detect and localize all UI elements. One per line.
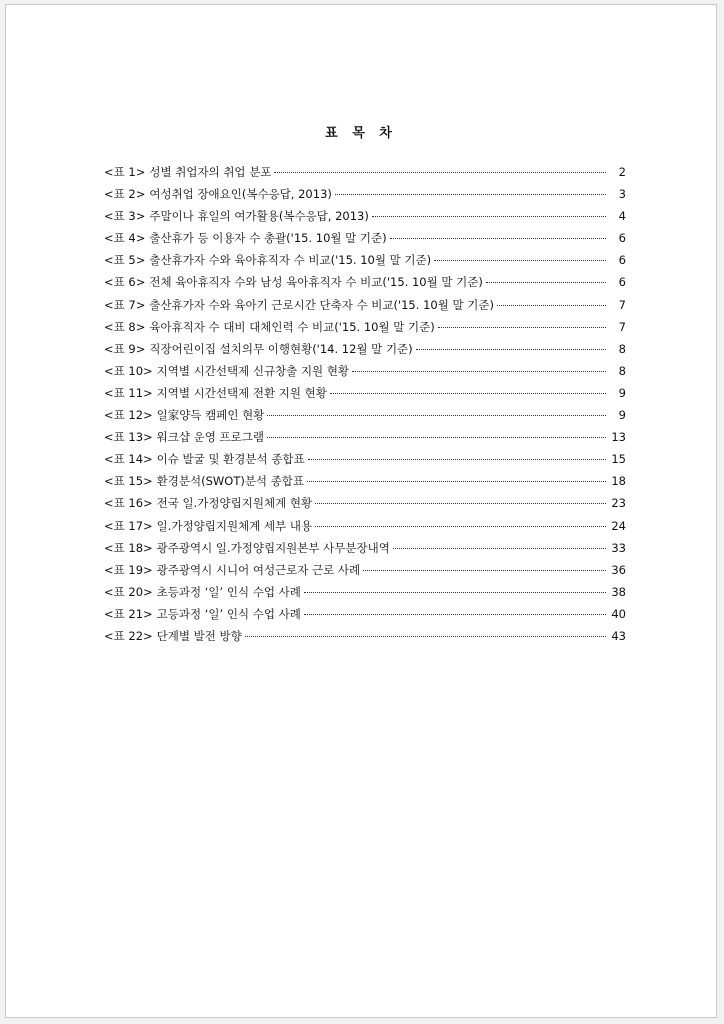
entry-page: 6 xyxy=(618,275,626,290)
entry-page: 36 xyxy=(611,562,626,577)
dot-leader xyxy=(438,327,606,328)
entry-title: 고등과정 ‘일’ 인식 수업 사례 xyxy=(156,606,301,621)
toc-entry xyxy=(104,429,626,451)
table-of-contents xyxy=(104,164,626,650)
toc-entry xyxy=(104,208,626,230)
dot-leader xyxy=(352,371,606,372)
entry-page: 15 xyxy=(611,452,626,467)
toc-entry xyxy=(104,606,626,628)
page-title: 표 목 차 xyxy=(325,126,397,141)
entry-number: <표 13> xyxy=(104,430,153,445)
entry-page: 23 xyxy=(611,496,626,511)
entry-title: 지역별 시간선택제 신규창출 지원 현황 xyxy=(156,363,350,378)
entry-page: 38 xyxy=(611,584,626,599)
dot-leader xyxy=(393,548,606,549)
dot-leader xyxy=(307,481,606,482)
entry-title: 직장어린이집 설치의무 이행현황('14. 12월 말 기준) xyxy=(149,341,413,356)
toc-entry xyxy=(104,518,626,540)
entry-page: 18 xyxy=(611,474,626,489)
toc-entry xyxy=(104,252,626,274)
entry-page: 4 xyxy=(618,209,626,224)
entry-title: 여성취업 장애요인(복수응답, 2013) xyxy=(149,187,332,202)
entry-page: 7 xyxy=(618,297,626,312)
dot-leader xyxy=(390,238,606,239)
entry-title: 광주광역시 일.가정양립지원본부 사무분장내역 xyxy=(156,540,390,555)
entry-page: 2 xyxy=(618,165,626,179)
entry-number: <표 20> xyxy=(104,584,153,599)
toc-entry xyxy=(104,363,626,385)
entry-page: 6 xyxy=(618,231,626,246)
document-page xyxy=(5,4,717,1018)
entry-number: <표 5> xyxy=(104,253,146,268)
entry-number: <표 18> xyxy=(104,540,153,555)
dot-leader xyxy=(330,393,606,394)
toc-entry xyxy=(104,540,626,562)
entry-number: <표 11> xyxy=(104,385,153,400)
entry-title: 출산휴가자 수와 육아기 근로시간 단축자 수 비교('15. 10월 말 기준) xyxy=(149,297,494,312)
entry-page: 7 xyxy=(618,319,626,334)
dot-leader xyxy=(497,305,606,306)
entry-number: <표 4> xyxy=(104,231,146,246)
toc-entry xyxy=(104,385,626,407)
entry-number: <표 6> xyxy=(104,275,146,290)
toc-entry xyxy=(104,473,626,495)
toc-entry xyxy=(104,230,626,252)
toc-entry xyxy=(104,164,626,186)
entry-title: 환경분석(SWOT)분석 종합표 xyxy=(156,474,305,489)
dot-leader xyxy=(372,216,606,217)
dot-leader xyxy=(304,614,606,615)
entry-title: 일家양득 캠페인 현황 xyxy=(156,408,265,423)
toc-entry xyxy=(104,297,626,319)
dot-leader xyxy=(486,282,606,283)
toc-entry xyxy=(104,495,626,517)
entry-page: 9 xyxy=(618,385,626,400)
entry-page: 9 xyxy=(618,408,626,423)
dot-leader xyxy=(363,570,606,571)
entry-number: <표 21> xyxy=(104,606,153,621)
entry-title: 단계별 발전 방향 xyxy=(156,628,242,643)
entry-title: 광주광역시 시니어 여성근로자 근로 사례 xyxy=(156,562,361,577)
entry-title: 지역별 시간선택제 전환 지원 현황 xyxy=(156,385,327,400)
entry-number: <표 12> xyxy=(104,408,153,423)
entry-page: 8 xyxy=(618,341,626,356)
entry-page: 43 xyxy=(611,628,626,643)
dot-leader xyxy=(315,503,606,504)
entry-number: <표 9> xyxy=(104,341,146,356)
entry-number: <표 10> xyxy=(104,363,153,378)
entry-page: 33 xyxy=(611,540,626,555)
dot-leader xyxy=(267,437,606,438)
entry-page: 6 xyxy=(618,253,626,268)
entry-number: <표 19> xyxy=(104,562,153,577)
entry-number: <표 17> xyxy=(104,518,153,533)
entry-title: 워크샵 운영 프로그램 xyxy=(156,430,264,445)
entry-title: 이슈 발굴 및 환경분석 종합표 xyxy=(156,452,305,467)
entry-title: 일.가정양립지원체계 세부 내용 xyxy=(156,518,313,533)
entry-title: 육아휴직자 수 대비 대체인력 수 비교('15. 10월 말 기준) xyxy=(149,319,435,334)
entry-number: <표 1> xyxy=(104,165,146,179)
entry-page: 3 xyxy=(618,187,626,202)
entry-number: <표 3> xyxy=(104,209,146,224)
entry-number: <표 22> xyxy=(104,628,153,643)
entry-number: <표 2> xyxy=(104,187,146,202)
entry-title: 전체 육아휴직자 수와 남성 육아휴직자 수 비교('15. 10월 말 기준) xyxy=(149,275,483,290)
entry-number: <표 15> xyxy=(104,474,153,489)
entry-number: <표 16> xyxy=(104,496,153,511)
entry-title: 출산휴가자 수와 육아휴직자 수 비교('15. 10월 말 기준) xyxy=(149,253,432,268)
entry-title: 전국 일.가정양립지원체계 현황 xyxy=(156,496,313,511)
toc-entry xyxy=(104,274,626,296)
dot-leader xyxy=(308,459,606,460)
entry-number: <표 7> xyxy=(104,297,146,312)
dot-leader xyxy=(335,194,606,195)
entry-page: 13 xyxy=(611,430,626,445)
entry-title: 주말이나 휴일의 여가활용(복수응답, 2013) xyxy=(149,209,369,224)
toc-entry xyxy=(104,584,626,606)
dot-leader xyxy=(434,260,606,261)
entry-title: 초등과정 ‘일’ 인식 수업 사례 xyxy=(156,584,301,599)
dot-leader xyxy=(267,415,606,416)
toc-entry xyxy=(104,562,626,584)
entry-page: 24 xyxy=(611,518,626,533)
toc-entry xyxy=(104,186,626,208)
entry-number: <표 14> xyxy=(104,452,153,467)
entry-title: 출산휴가 등 이용자 수 총괄('15. 10월 말 기준) xyxy=(149,231,387,246)
dot-leader xyxy=(274,172,606,173)
toc-entry xyxy=(104,628,626,650)
dot-leader xyxy=(304,592,606,593)
dot-leader xyxy=(245,636,606,637)
toc-entry xyxy=(104,319,626,341)
toc-entry xyxy=(104,341,626,363)
entry-title: 성별 취업자의 취업 분포 xyxy=(149,165,272,179)
dot-leader xyxy=(315,526,606,527)
entry-number: <표 8> xyxy=(104,319,146,334)
toc-entry xyxy=(104,407,626,429)
entry-page: 8 xyxy=(618,363,626,378)
entry-page: 40 xyxy=(611,606,626,621)
dot-leader xyxy=(416,349,606,350)
toc-entry xyxy=(104,451,626,473)
